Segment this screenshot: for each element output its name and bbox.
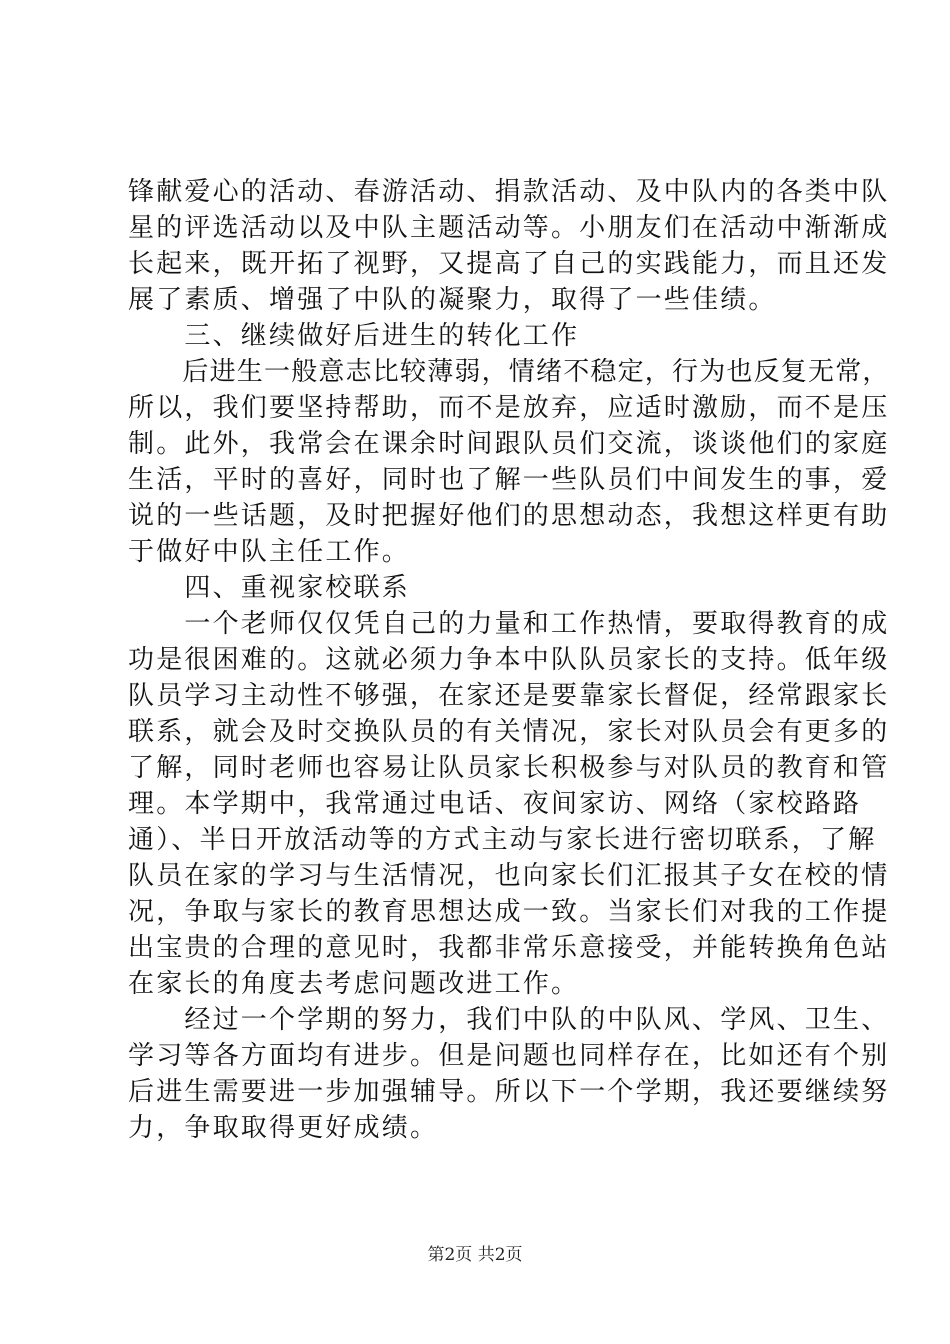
text-line: 星的评选活动以及中队主题活动等。小朋友们在活动中渐渐成 xyxy=(128,213,890,243)
text-line: 生活，平时的喜好，同时也了解一些队员们中间发生的事，爱 xyxy=(128,465,890,495)
text-line: 学习等各方面均有进步。但是问题也同样存在，比如还有个别 xyxy=(128,1041,890,1071)
text-line: 功是很困难的。这就必须力争本中队队员家长的支持。低年级 xyxy=(128,645,890,675)
text-line: 联系，就会及时交换队员的有关情况，家长对队员会有更多的 xyxy=(128,717,890,747)
text-line: 出宝贵的合理的意见时，我都非常乐意接受，并能转换角色站 xyxy=(128,933,890,963)
document-body xyxy=(128,174,890,1146)
section-heading: 四、重视家校联系 xyxy=(128,573,411,603)
text-line: 锋献爱心的活动、春游活动、捐款活动、及中队内的各类中队 xyxy=(128,177,890,207)
page-number-footer: 第2页 共2页 xyxy=(427,1245,523,1265)
text-line: 于做好中队主任工作。 xyxy=(128,537,411,567)
text-line: 说的一些话题，及时把握好他们的思想动态，我想这样更有助 xyxy=(128,501,890,531)
text-line: 队员学习主动性不够强，在家还是要靠家长督促，经常跟家长 xyxy=(128,681,890,711)
text-line: 通）、半日开放活动等的方式主动与家长进行密切联系，了解 xyxy=(128,825,877,855)
text-line: 展了素质、增强了中队的凝聚力，取得了一些佳绩。 xyxy=(128,285,777,315)
text-line: 经过一个学期的努力，我们中队的中队风、学风、卫生、 xyxy=(128,1005,890,1035)
text-line: 况，争取与家长的教育思想达成一致。当家长们对我的工作提 xyxy=(128,897,890,927)
text-line: 一个老师仅仅凭自己的力量和工作热情，要取得教育的成 xyxy=(128,609,890,639)
section-heading: 三、继续做好后进生的转化工作 xyxy=(128,321,580,351)
text-line: 长起来，既开拓了视野，又提高了自己的实践能力，而且还发 xyxy=(128,249,890,279)
text-line: 力，争取取得更好成绩。 xyxy=(128,1113,439,1143)
text-line: 后进生需要进一步加强辅导。所以下一个学期，我还要继续努 xyxy=(128,1077,890,1107)
text-line: 了解，同时老师也容易让队员家长积极参与对队员的教育和管 xyxy=(128,753,890,783)
text-line: 后进生一般意志比较薄弱，情绪不稳定，行为也反复无常， xyxy=(128,357,890,387)
text-line: 理。本学期中，我常通过电话、夜间家访、网络（家校路路 xyxy=(128,789,862,819)
text-line: 所以，我们要坚持帮助，而不是放弃，应适时激励，而不是压 xyxy=(128,393,890,423)
text-line: 制。此外，我常会在课余时间跟队员们交流，谈谈他们的家庭 xyxy=(128,429,890,459)
text-line: 队员在家的学习与生活情况，也向家长们汇报其子女在校的情 xyxy=(128,861,890,891)
text-line: 在家长的角度去考虑问题改进工作。 xyxy=(128,969,580,999)
